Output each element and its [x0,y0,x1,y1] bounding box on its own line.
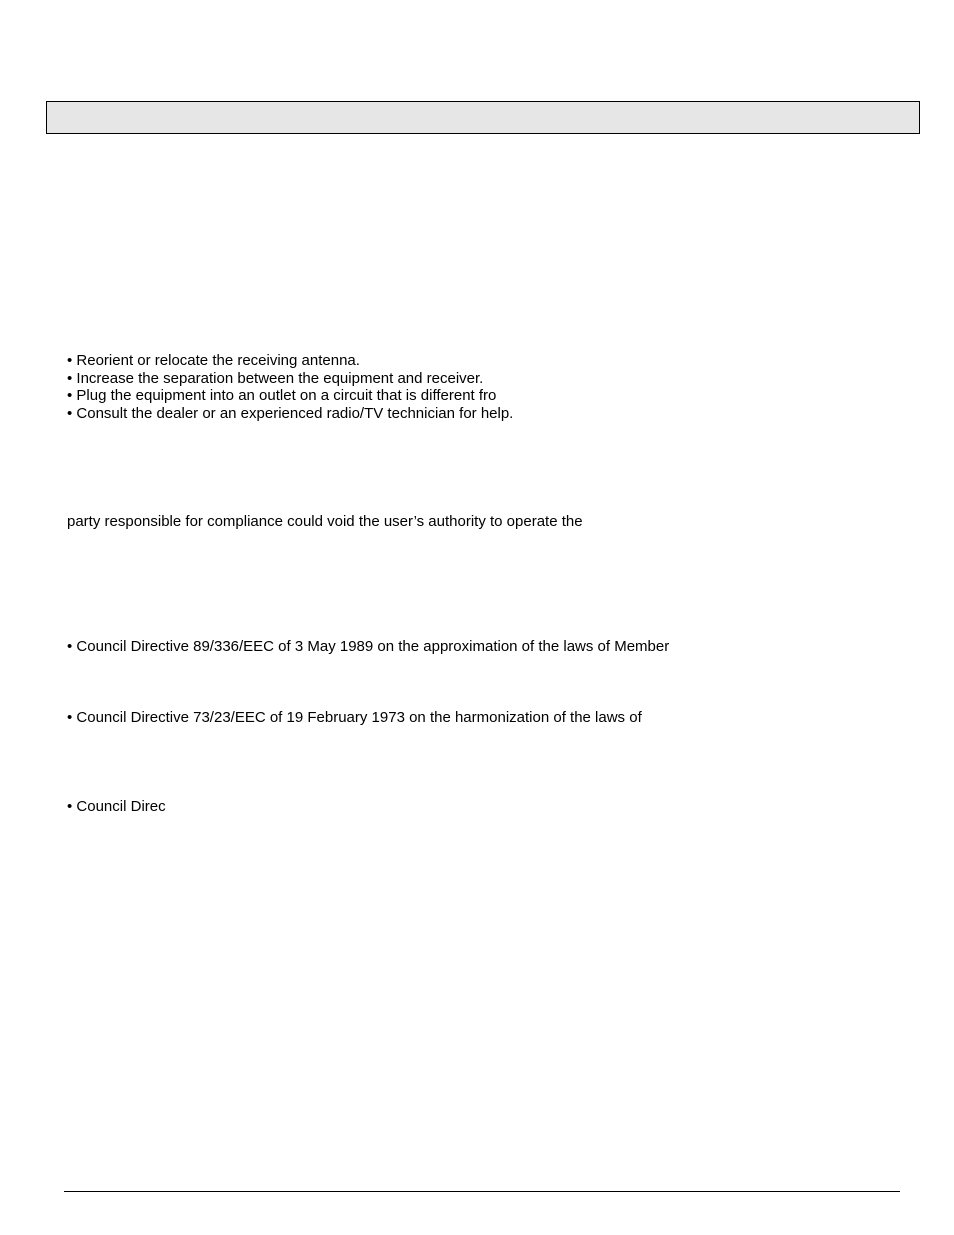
list-item-consult-dealer: • Consult the dealer or an experienced radio/TV technician for help. [67,405,514,422]
list-item-reorient-antenna: • Reorient or relocate the receiving antenna. [67,352,360,369]
list-item-directive-89-336: • Council Directive 89/336/EEC of 3 May 1989 on the approximation of the laws of Member [67,638,670,655]
section-header-bar [46,101,920,134]
list-item-increase-separation: • Increase the separation between the equipment and receiver. [67,370,484,387]
list-item-directive-truncated: • Council Direc [67,798,166,815]
warning-paragraph-line: party responsible for compliance could void the user’s authority to operate the [67,513,583,530]
footer-divider [64,1191,900,1192]
list-item-plug-different-outlet: • Plug the equipment into an outlet on a circuit that is different fro [67,387,497,404]
list-item-directive-73-23: • Council Directive 73/23/EEC of 19 February 1973 on the harmonization of the laws of [67,709,642,726]
